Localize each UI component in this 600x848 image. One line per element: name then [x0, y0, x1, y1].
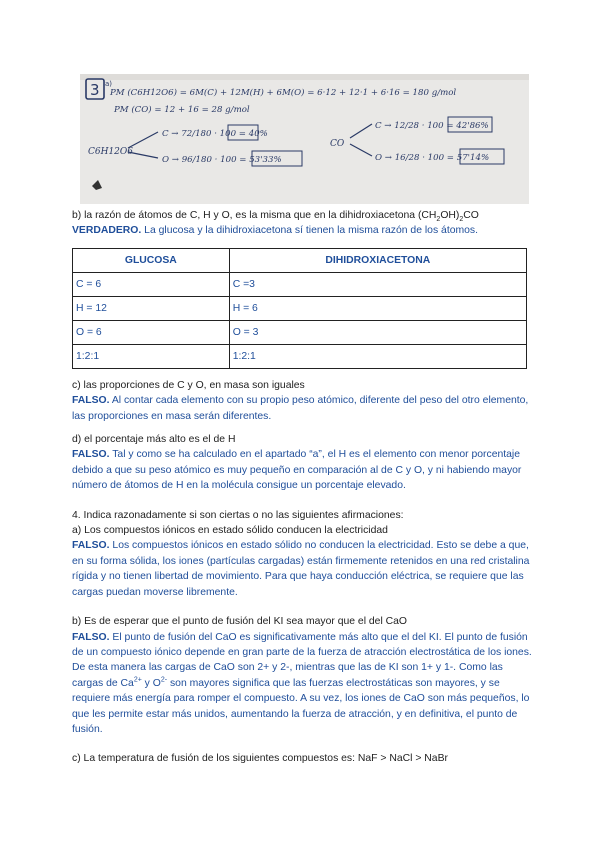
- table-cell: H = 12: [73, 296, 230, 320]
- answer-c: FALSO. Al contar cada elemento con su propio peso atómico, diferente del peso del otro elemento, las proporciones en masa serán diferentes.: [72, 395, 529, 422]
- verdict-4b: FALSO.: [72, 631, 110, 643]
- handwriting-glucose: C6H12O6: [88, 147, 134, 157]
- table-cell: O = 6: [73, 320, 230, 344]
- statement-d: d) el porcentaje más alto es el de H: [72, 434, 236, 446]
- statement-c: c) las proporciones de C y O, en masa son iguales: [72, 379, 305, 391]
- handwriting-co-o: O → 16/28 · 100 = 57'14%: [375, 153, 490, 163]
- handwritten-notes-photo: [80, 74, 529, 204]
- statement-b: b) la razón de átomos de C, H y O, es la misma que en la dihidroxiacetona $(CH_2OH)_2CO$: [72, 210, 479, 224]
- handwriting-sketch: [80, 74, 529, 204]
- table-cell: C = 6: [73, 272, 230, 296]
- table-cell: C =3: [229, 272, 526, 296]
- handwriting-glucose-o: O → 96/180 · 100 = 53'33%: [162, 155, 282, 165]
- table-row: [73, 320, 527, 344]
- exercise-number: 3: [90, 81, 100, 99]
- table-row: [73, 296, 527, 320]
- table-row: [73, 344, 527, 368]
- document-body: [72, 208, 534, 767]
- table-row: [73, 272, 527, 296]
- statement-4a: a) Los compuestos iónicos en estado sólido conducen la electricidad: [72, 525, 388, 537]
- answer-4b: FALSO. El punto de fusión del CaO es significativamente más alto que el del KI. El punto de fusión de un compuesto iónico depende en gran parte de la fuerza de atracción electrostática de los iones. De esta manera las cargas de CaO son 2+ y 2-, mientras que las de KI son 1+ y 1-. Como las cargas de $Ca^{2+}$ y $O^{2-}$ son mayores significa que las fuerzas electrostáticas son mayores, y se requiere más energía para romper el compuesto. A su vez, los iones de CaO son más pequeños, lo que les permite estar más unidos, aumentando la fuerza de atracción, y en definitiva, el punto de fusión.: [72, 631, 532, 735]
- answer-d: FALSO. Tal y como se ha calculado en el apartado “a”, el H es el elemento con menor porcentaje debido a que su peso atómico es muy pequeño en comparación al de C y O, y ni habiendo mayor número de átomos de H en la molécula consigue un porcentaje elevado.: [72, 449, 522, 492]
- table-cell: O = 3: [229, 320, 526, 344]
- verdict-c: FALSO.: [72, 395, 110, 407]
- handwriting-glucose-c: C → 72/180 · 100 = 40%: [162, 129, 268, 139]
- table-cell: H = 6: [229, 296, 526, 320]
- question-4-title: 4. Indica razonadamente si son ciertas o no las siguientes afirmaciones:: [72, 509, 404, 521]
- handwriting-co: CO: [330, 139, 345, 149]
- table-cell: 1:2:1: [73, 344, 230, 368]
- handwriting-line-1: PM (C6H12O6) = 6M(C) + 12M(H) + 6M(O) = 6·12 + 12·1 + 6·16 = 180 g/mol: [110, 88, 457, 98]
- handwriting-line-2: PM (CO) = 12 + 16 = 28 g/mol: [114, 105, 250, 115]
- table-header-dihidroxiacetona: DIHIDROXIACETONA: [229, 248, 526, 272]
- verdict-d: FALSO.: [72, 449, 110, 461]
- answer-4a: FALSO. Los compuestos iónicos en estado sólido no conducen la electricidad. Esto se debe a que, en su forma sólida, los iones (partículas cargadas) están firmemente retenidos en una red cristalina rígida y no tienen libertad de movimiento. Para que haya conducción eléctrica, se requiere que las cargas puedan moverse libremente.: [72, 540, 530, 598]
- comparison-table: [72, 248, 527, 369]
- verdict-4a: FALSO.: [72, 540, 110, 552]
- table-header-row: [73, 248, 527, 272]
- statement-4c: c) La temperatura de fusión de los siguientes compuestos es: NaF > NaCl > NaBr: [72, 753, 448, 765]
- handwriting-co-c: C → 12/28 · 100 = 42'86%: [375, 121, 489, 131]
- exercise-sublabel: a): [105, 80, 113, 88]
- statement-4b: b) Es de esperar que el punto de fusión del KI sea mayor que el del CaO: [72, 616, 408, 628]
- table-cell: 1:2:1: [229, 344, 526, 368]
- answer-b: VERDADERO. La glucosa y la dihidroxiacetona sí tienen la misma razón de los átomos.: [72, 225, 479, 237]
- verdict-b: VERDADERO.: [72, 225, 142, 237]
- table-header-glucosa: GLUCOSA: [73, 248, 230, 272]
